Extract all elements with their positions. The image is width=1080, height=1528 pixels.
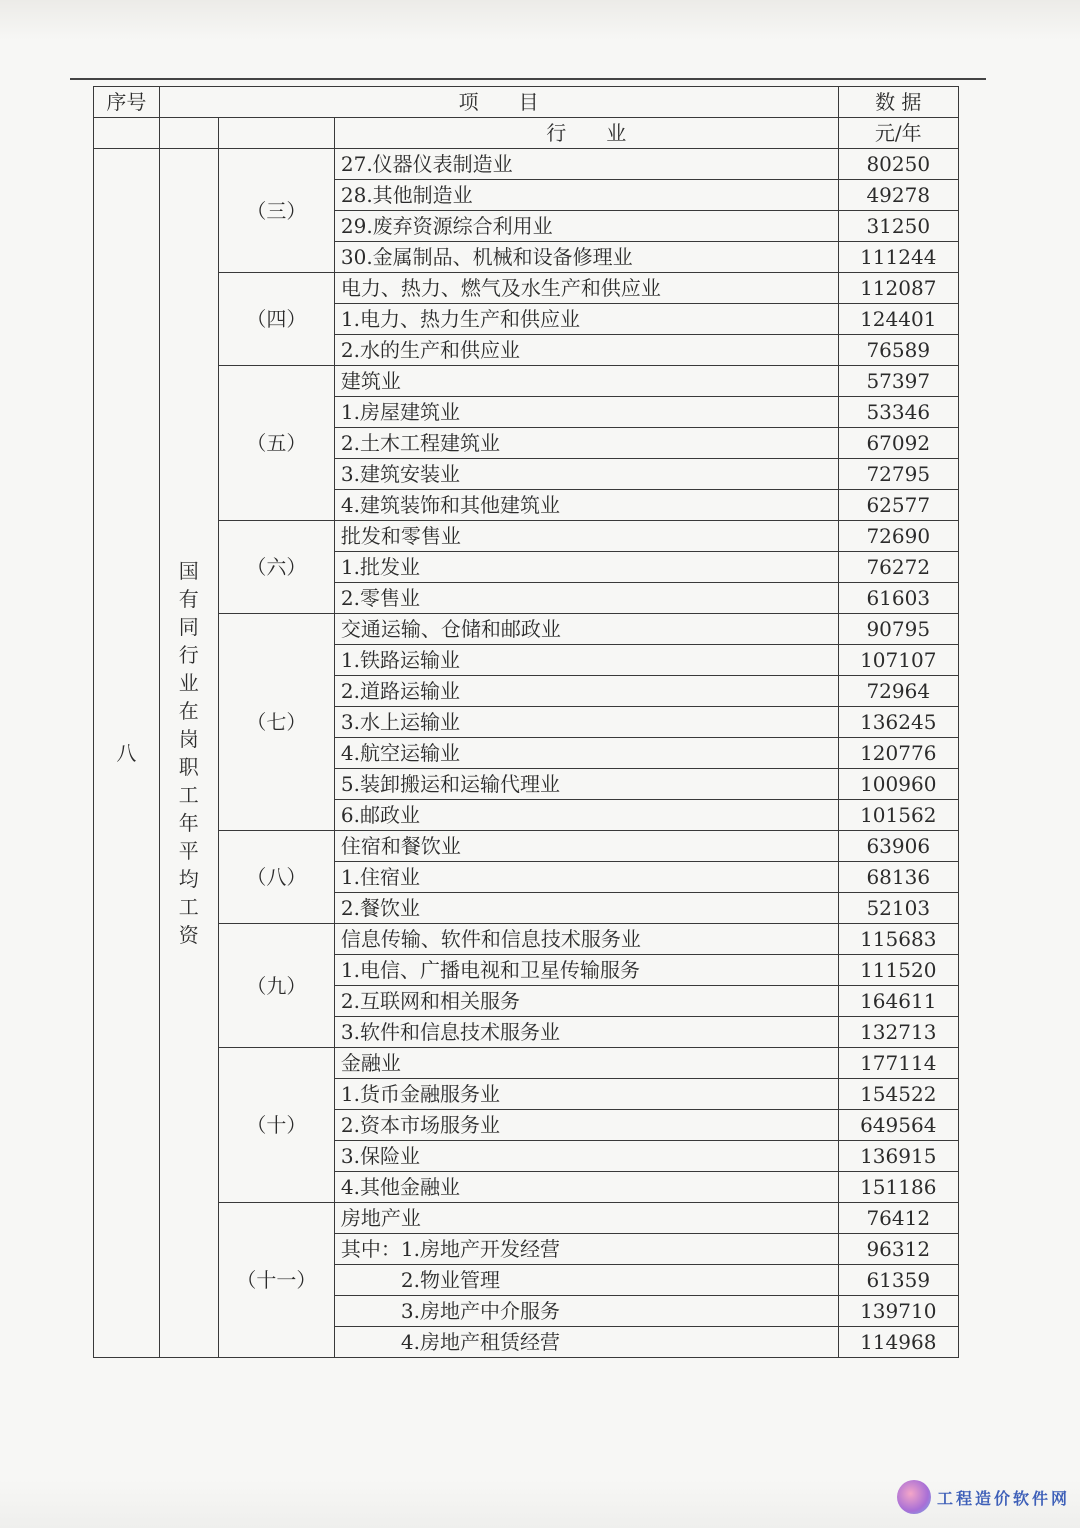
industry-value: 76272: [838, 552, 958, 583]
watermark-text: 工程造价软件网: [936, 1488, 1070, 1508]
industry-value: 100960: [838, 769, 958, 800]
industry-name: 2.餐饮业: [334, 893, 838, 924]
industry-name: 金融业: [334, 1048, 838, 1079]
industry-name: 27.仪器仪表制造业: [334, 149, 838, 180]
industry-name: 2.物业管理: [334, 1265, 838, 1296]
header-industry: 行 业: [334, 118, 838, 149]
industry-value: 61359: [838, 1265, 958, 1296]
header-empty-seq: [94, 118, 160, 149]
industry-value: 62577: [838, 490, 958, 521]
industry-value: 177114: [838, 1048, 958, 1079]
industry-name: 房地产业: [334, 1203, 838, 1234]
industry-name: 4.航空运输业: [334, 738, 838, 769]
industry-name: 2.道路运输业: [334, 676, 838, 707]
industry-name: 29.废弃资源综合利用业: [334, 211, 838, 242]
industry-name: 住宿和餐饮业: [334, 831, 838, 862]
header-seq: 序号: [94, 87, 160, 118]
industry-name: 信息传输、软件和信息技术服务业: [334, 924, 838, 955]
industry-name: 其中：1.房地产开发经营: [334, 1234, 838, 1265]
industry-value: 53346: [838, 397, 958, 428]
industry-name: 4.其他金融业: [334, 1172, 838, 1203]
industry-value: 111520: [838, 955, 958, 986]
industry-value: 139710: [838, 1296, 958, 1327]
header-item: 项 目: [159, 87, 838, 118]
table-row: [94, 1048, 959, 1079]
industry-name: 3.保险业: [334, 1141, 838, 1172]
industry-value: 114968: [838, 1327, 958, 1358]
industry-value: 151186: [838, 1172, 958, 1203]
top-rule: [70, 78, 986, 80]
industry-value: 154522: [838, 1079, 958, 1110]
table-row: [94, 831, 959, 862]
group-label: （三）: [218, 149, 334, 273]
header-data: 数 据: [838, 87, 958, 118]
industry-name: 交通运输、仓储和邮政业: [334, 614, 838, 645]
industry-value: 80250: [838, 149, 958, 180]
industry-name: 2.互联网和相关服务: [334, 986, 838, 1017]
group-label: （九）: [218, 924, 334, 1048]
industry-name: 建筑业: [334, 366, 838, 397]
industry-value: 72795: [838, 459, 958, 490]
industry-value: 90795: [838, 614, 958, 645]
industry-value: 52103: [838, 893, 958, 924]
industry-value: 111244: [838, 242, 958, 273]
section-category: 国有同行业在岗职工年平均工资: [178, 558, 199, 947]
section-seq: 八: [94, 149, 160, 1358]
industry-name: 28.其他制造业: [334, 180, 838, 211]
industry-name: 1.电信、广播电视和卫星传输服务: [334, 955, 838, 986]
industry-name: 3.软件和信息技术服务业: [334, 1017, 838, 1048]
table-row: [94, 273, 959, 304]
industry-value: 67092: [838, 428, 958, 459]
table-row: [94, 924, 959, 955]
industry-name: 4.建筑装饰和其他建筑业: [334, 490, 838, 521]
wage-table-body: [94, 87, 959, 1358]
industry-name: 3.水上运输业: [334, 707, 838, 738]
industry-value: 96312: [838, 1234, 958, 1265]
industry-value: 101562: [838, 800, 958, 831]
table-row: [94, 366, 959, 397]
section-category-cell: [159, 149, 218, 1358]
table-row: [94, 614, 959, 645]
industry-name: 1.电力、热力生产和供应业: [334, 304, 838, 335]
header-row-2: [94, 118, 959, 149]
industry-name: 6.邮政业: [334, 800, 838, 831]
header-empty-grp: [218, 118, 334, 149]
industry-value: 61603: [838, 583, 958, 614]
industry-value: 120776: [838, 738, 958, 769]
industry-name: 3.建筑安装业: [334, 459, 838, 490]
industry-value: 68136: [838, 862, 958, 893]
watermark: [897, 1480, 1070, 1514]
industry-name: 1.货币金融服务业: [334, 1079, 838, 1110]
group-label: （七）: [218, 614, 334, 831]
table-row: [94, 521, 959, 552]
group-label: （十一）: [218, 1203, 334, 1358]
group-label: （五）: [218, 366, 334, 521]
industry-value: 72690: [838, 521, 958, 552]
table-row: [94, 1203, 959, 1234]
industry-name: 2.资本市场服务业: [334, 1110, 838, 1141]
group-label: （六）: [218, 521, 334, 614]
industry-name: 4.房地产租赁经营: [334, 1327, 838, 1358]
industry-value: 124401: [838, 304, 958, 335]
industry-value: 112087: [838, 273, 958, 304]
industry-name: 批发和零售业: [334, 521, 838, 552]
table-row: [94, 149, 959, 180]
industry-value: 164611: [838, 986, 958, 1017]
header-unit: 元/年: [838, 118, 958, 149]
header-row-1: [94, 87, 959, 118]
industry-name: 1.铁路运输业: [334, 645, 838, 676]
industry-value: 649564: [838, 1110, 958, 1141]
industry-name: 1.房屋建筑业: [334, 397, 838, 428]
industry-value: 136245: [838, 707, 958, 738]
industry-value: 115683: [838, 924, 958, 955]
industry-name: 3.房地产中介服务: [334, 1296, 838, 1327]
group-label: （四）: [218, 273, 334, 366]
industry-value: 107107: [838, 645, 958, 676]
industry-value: 132713: [838, 1017, 958, 1048]
industry-name: 2.土木工程建筑业: [334, 428, 838, 459]
group-label: （十）: [218, 1048, 334, 1203]
industry-name: 5.装卸搬运和运输代理业: [334, 769, 838, 800]
industry-name: 1.住宿业: [334, 862, 838, 893]
industry-name: 2.零售业: [334, 583, 838, 614]
industry-value: 76412: [838, 1203, 958, 1234]
industry-name: 30.金属制品、机械和设备修理业: [334, 242, 838, 273]
industry-value: 72964: [838, 676, 958, 707]
header-empty-cat: [159, 118, 218, 149]
industry-name: 电力、热力、燃气及水生产和供应业: [334, 273, 838, 304]
group-label: （八）: [218, 831, 334, 924]
industry-name: 1.批发业: [334, 552, 838, 583]
industry-value: 63906: [838, 831, 958, 862]
wage-table: [93, 86, 959, 1358]
industry-value: 57397: [838, 366, 958, 397]
industry-value: 31250: [838, 211, 958, 242]
industry-value: 76589: [838, 335, 958, 366]
industry-value: 49278: [838, 180, 958, 211]
watermark-logo-icon: [897, 1480, 931, 1514]
industry-name: 2.水的生产和供应业: [334, 335, 838, 366]
industry-value: 136915: [838, 1141, 958, 1172]
